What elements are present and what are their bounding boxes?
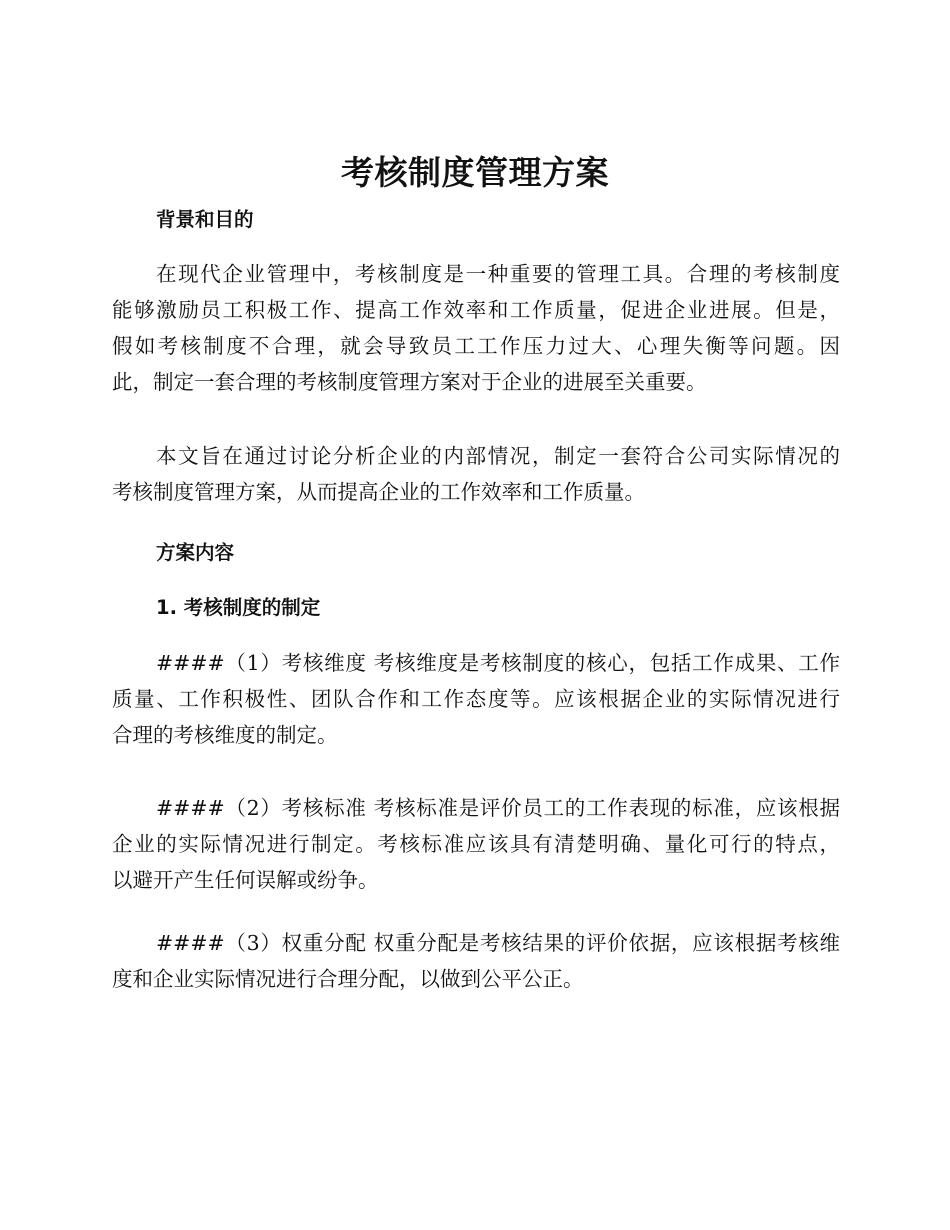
paragraph-line: ####（2）考核标准 考核标准是评价员工的工作表现的标准，应该根据 bbox=[156, 796, 840, 820]
paragraph-line: 能够激励员工积极工作、提高工作效率和工作质量，促进企业进展。但是， bbox=[112, 298, 840, 322]
paragraph-dimension bbox=[112, 645, 840, 753]
paragraph-line: 在现代企业管理中，考核制度是一种重要的管理工具。合理的考核制度 bbox=[156, 262, 840, 286]
subsection-heading-1: 1. 考核制度的制定 bbox=[156, 596, 321, 619]
paragraph-line: 此，制定一套合理的考核制度管理方案对于企业的进展至关重要。 bbox=[112, 370, 707, 394]
paragraph-line: 度和企业实际情况进行合理分配，以做到公平公正。 bbox=[112, 967, 584, 991]
page-title: 考核制度管理方案 bbox=[341, 153, 609, 192]
paragraph-background-1 bbox=[112, 256, 840, 400]
paragraph-line: 假如考核制度不合理，就会导致员工工作压力过大、心理失衡等问题。因 bbox=[112, 334, 840, 358]
paragraph-line: 合理的考核维度的制定。 bbox=[112, 723, 338, 747]
paragraph-line: 考核制度管理方案，从而提高企业的工作效率和工作质量。 bbox=[112, 480, 645, 504]
paragraph-line: 企业的实际情况进行制定。考核标准应该具有清楚明确、量化可行的特点， bbox=[112, 832, 840, 856]
paragraph-line: 本文旨在通过讨论分析企业的内部情况，制定一套符合公司实际情况的 bbox=[156, 444, 840, 468]
paragraph-line: 质量、工作积极性、团队合作和工作态度等。应该根据企业的实际情况进行 bbox=[112, 687, 840, 711]
paragraph-background-2 bbox=[112, 438, 840, 510]
paragraph-line: ####（3）权重分配 权重分配是考核结果的评价依据，应该根据考核维 bbox=[156, 931, 840, 955]
section-heading-content: 方案内容 bbox=[156, 541, 235, 564]
paragraph-standard bbox=[112, 790, 840, 898]
paragraph-line: ####（1）考核维度 考核维度是考核制度的核心，包括工作成果、工作 bbox=[156, 651, 840, 675]
paragraph-line: 以避开产生任何误解或纷争。 bbox=[112, 868, 379, 892]
section-heading-background: 背景和目的 bbox=[156, 208, 254, 231]
paragraph-weight bbox=[112, 925, 840, 997]
